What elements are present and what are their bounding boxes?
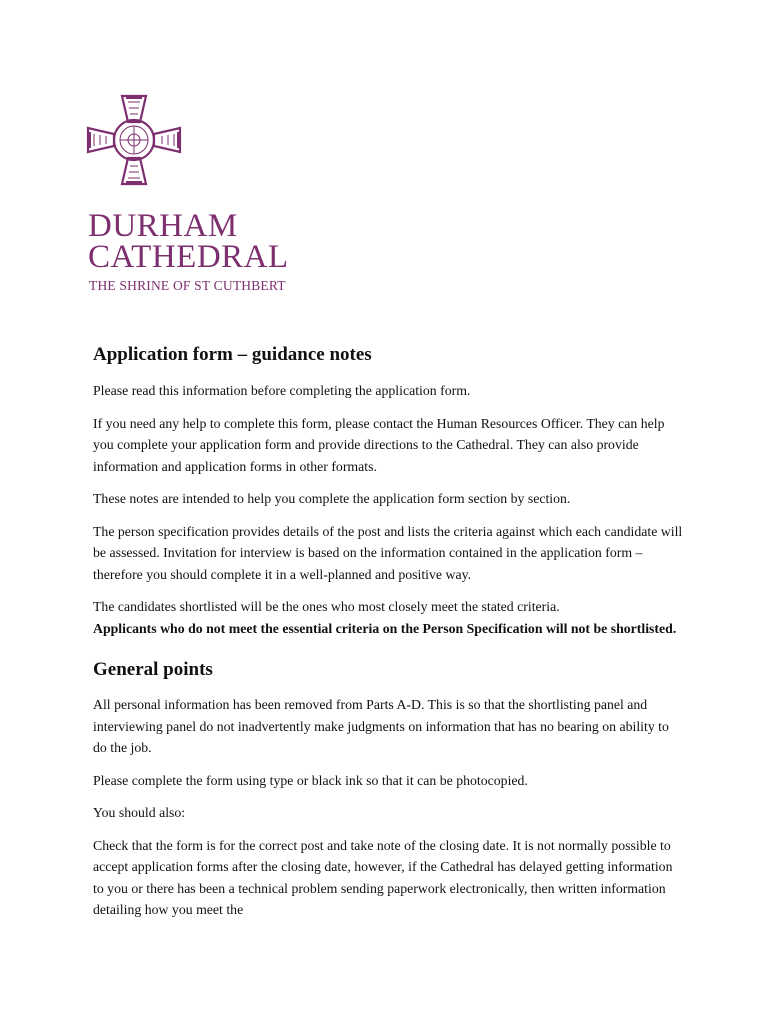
general-paragraph-3: You should also: [93, 805, 186, 820]
general-paragraph-2: Please complete the form using type or black ink so that it can be photocopied. [93, 772, 528, 788]
document-body [93, 344, 683, 932]
logo-text-durham: DURHAM [88, 208, 238, 244]
page-title: Application form – guidance notes [93, 344, 372, 365]
general-paragraph-1: All personal information has been removed from Parts A-D. This is so that the shortlisting panel and interviewing panel do not inadvertently make judgments on information that has no bearing on ability to do the job. [93, 697, 669, 755]
notes-paragraph: These notes are intended to help you complete the application form section by section. [93, 491, 571, 506]
logo-tagline: THE SHRINE OF ST CUTHBERT [89, 278, 286, 293]
cross-icon [84, 92, 184, 188]
person-spec-paragraph: The person specification provides details of the post and lists the criteria against which each candidate will be assessed. Invitation for interview is based on the information contained in the application form – therefore you should complete it in a well-planned and positive way. [93, 523, 683, 582]
section-heading-general: General points [93, 659, 213, 680]
intro-paragraph: Please read this information before completing the application form. [93, 383, 471, 398]
shortlist-text: The candidates shortlisted will be the ones who most closely meet the stated criteria. [93, 599, 560, 614]
general-paragraph-4: Check that the form is for the correct post and take note of the closing date. It is not normally possible to accept application forms after the closing date, however, if the Cathedral has delayed getting information to you or there has been a technical problem sending paperwork electronically, then written information detailing how you meet the [93, 837, 673, 917]
shortlist-warning: Applicants who do not meet the essential criteria on the Person Specification will not be shortlisted. [93, 620, 677, 636]
help-paragraph: If you need any help to complete this form, please contact the Human Resources Officer. They can help you complete your application form and provide directions to the Cathedral. They can also provide information and application forms in other formats. [93, 415, 665, 474]
shortlist-paragraph [93, 596, 683, 639]
logo-text-cathedral: CATHEDRAL [88, 239, 289, 275]
